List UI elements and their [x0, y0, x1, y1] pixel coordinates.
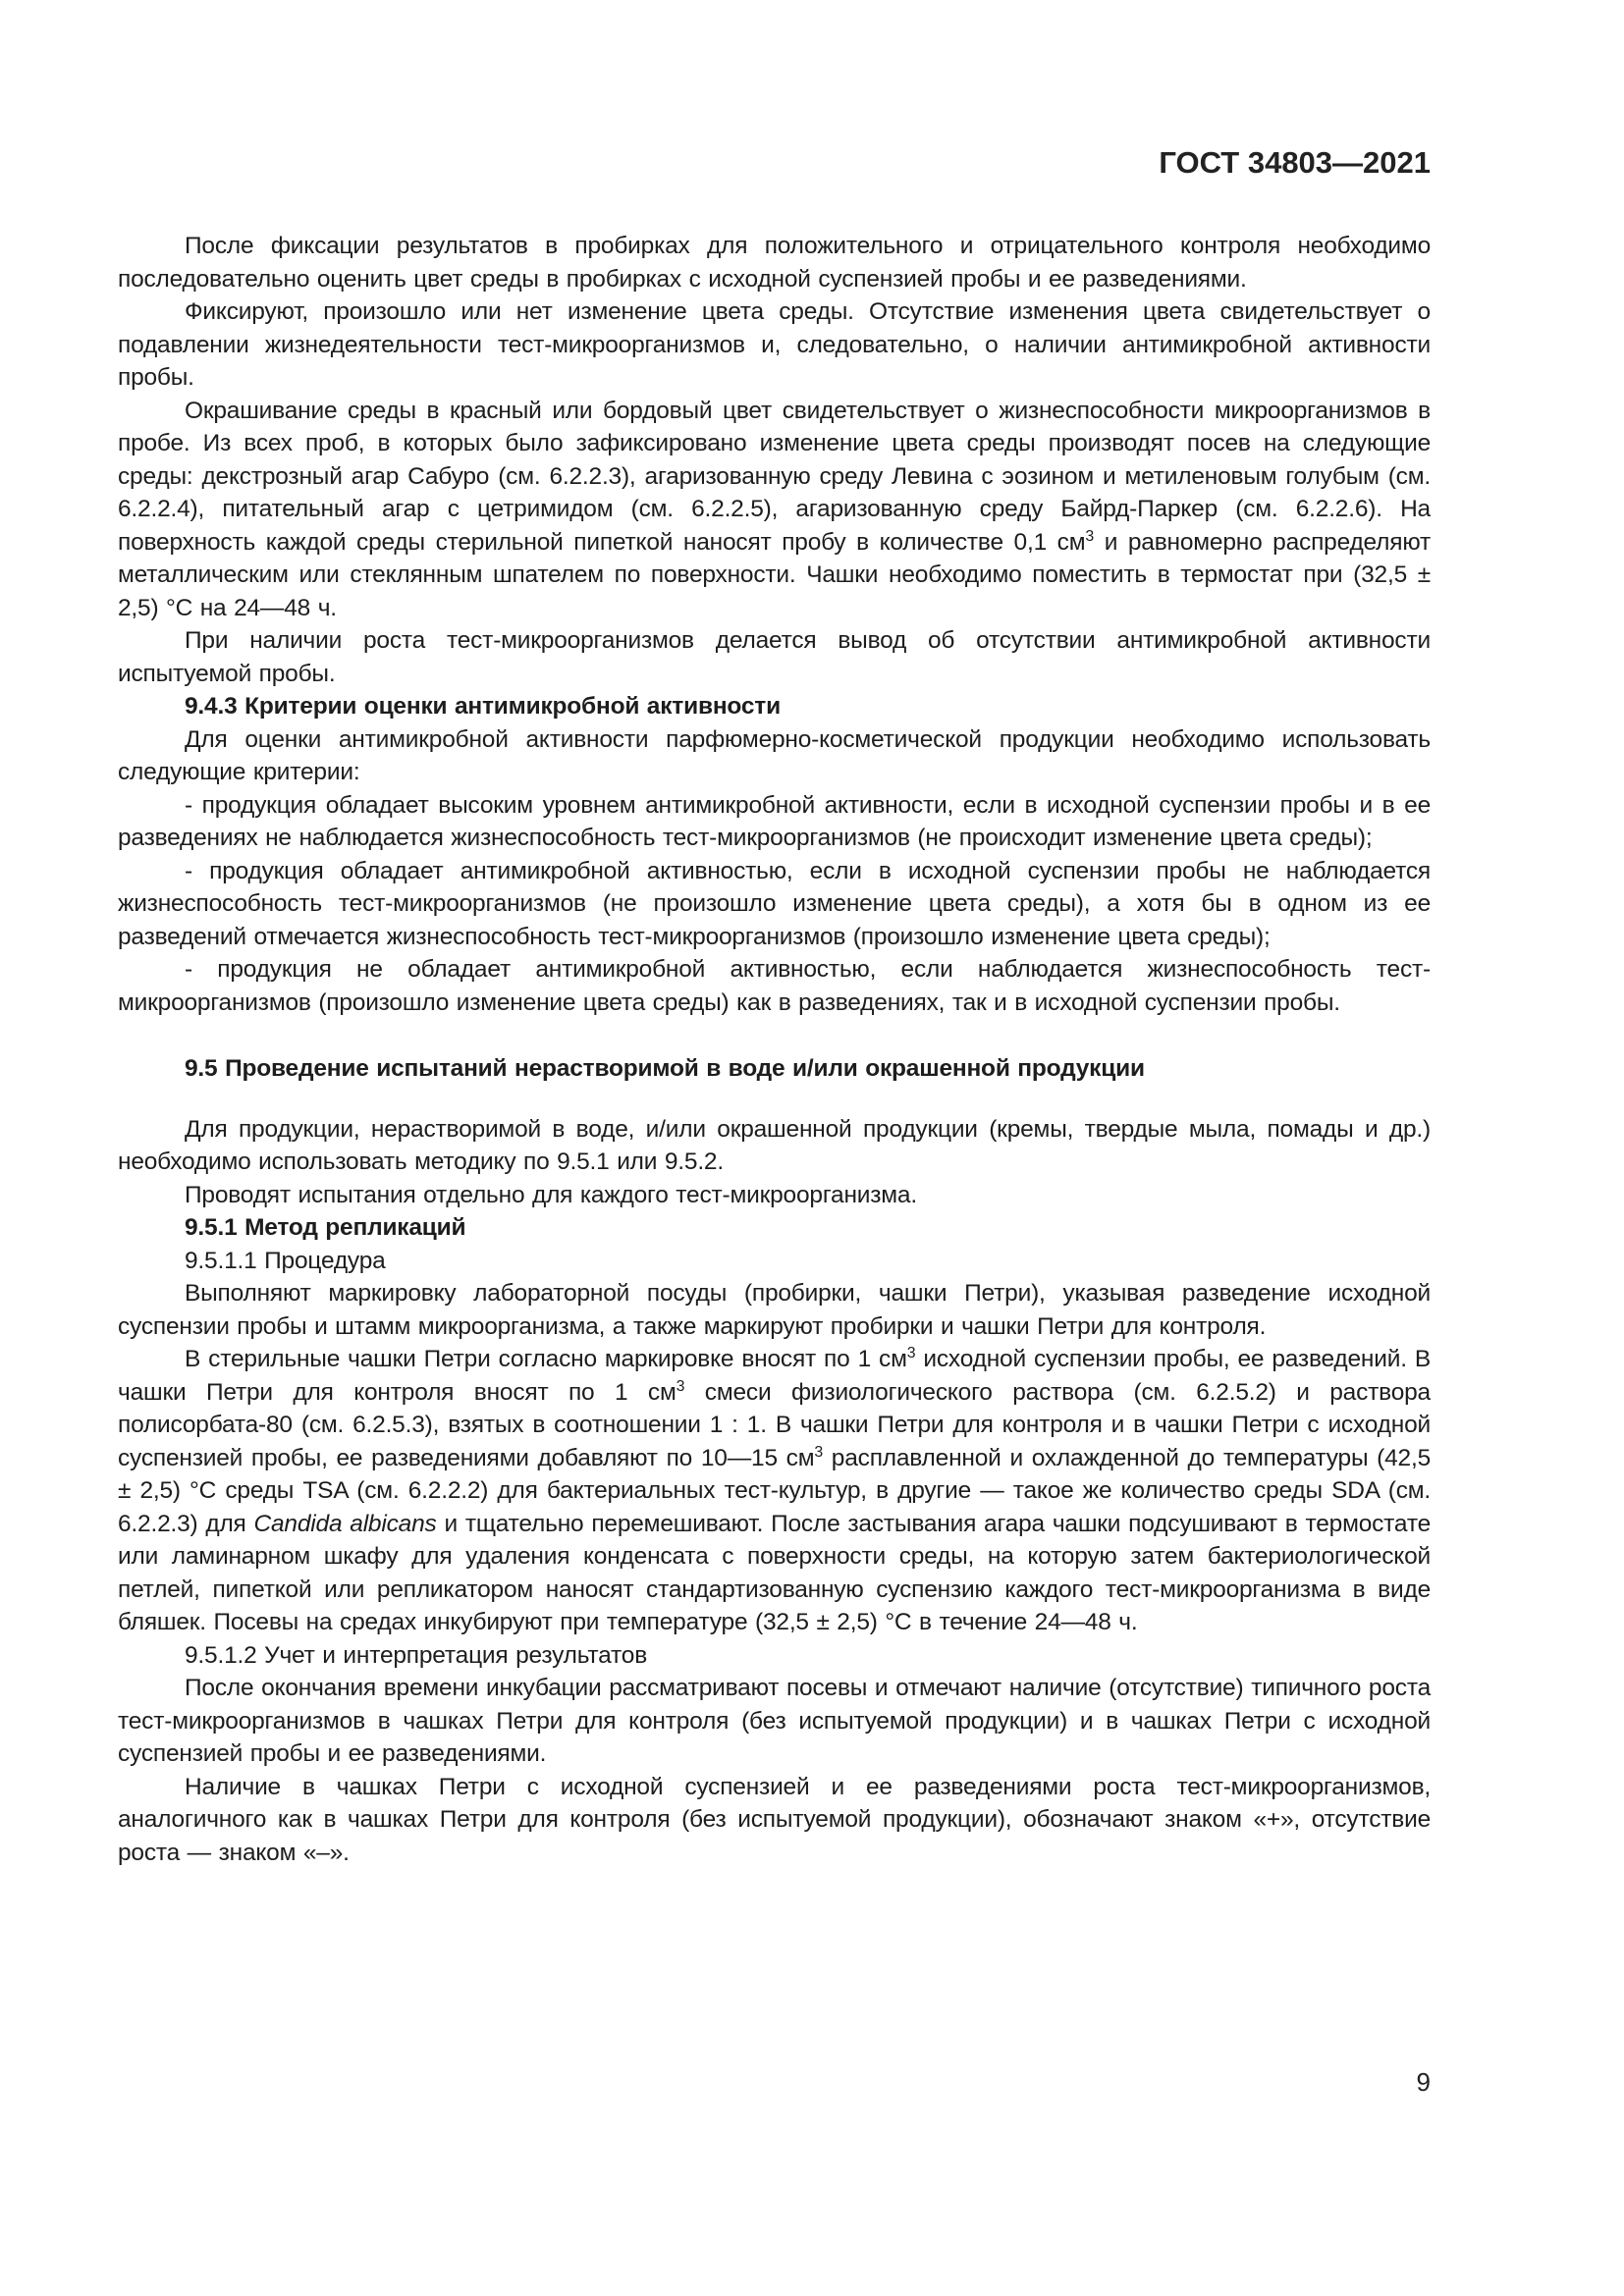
paragraph: - продукция обладает антимикробной активностью, если в исходной суспензии пробы не наблюдается жизнеспособность тест-микроорганизмов (не произошло изменение цвета среды), а хотя бы в одном из ее разведений отмечается жизнеспособность тест-микроорганизмов (произошло изменение цвета среды);: [118, 857, 1431, 950]
document-body: [118, 230, 1431, 1869]
paragraph: После окончания времени инкубации рассматривают посевы и отмечают наличие (отсутствие) типичного роста тест-микроорганизмов в чашках Петри для контроля (без испытуемой продукции) и в чашках Петри с исходной суспензией пробы и ее разведениями.: [118, 1675, 1431, 1767]
paragraph: В стерильные чашки Петри согласно маркировке вносят по 1 $см^3$ исходной суспензии пробы, ее разведений. В чашки Петри для контроля вносят по 1 $см^3$ смеси физиологического раствора (см. 6.2.5.2) и раствора полисорбата-80 (см. 6.2.5.3), взятых в соотношении 1 : 1. В чашки Петри для контроля и в чашки Петри с исходной суспензией пробы, ее разведениями добавляют по 10—15 $см^3$ расплавленной и охлажденной до температуры (42,5 ± 2,5) °С среды TSA (см. 6.2.2.2) для бактериальных тест-культур, в другие — такое же количество среды SDA (см. 6.2.2.3) для Candida albicans и тщательно перемешивают. После застывания агара чашки подсушивают в термостате или ламинарном шкафу для удаления конденсата с поверхности среды, на которую затем бактериологической петлей, пипеткой или репликатором наносят стандартизованную суспензию каждого тест-микроорганизма в виде бляшек. Посевы на средах инкубируют при температуре (32,5 ± 2,5) °С в течение 24—48 ч.: [118, 1344, 1431, 1635]
paragraph: Проводят испытания отдельно для каждого тест-микроорганизма.: [185, 1181, 917, 1208]
section-heading: 9.5 Проведение испытаний нерастворимой в воде и/или окрашенной продукции: [185, 1055, 1145, 1082]
paragraph: 9.5.1.1 Процедура: [185, 1247, 386, 1274]
paragraph: - продукция обладает высоким уровнем антимикробной активности, если в исходной суспензии пробы и в ее разведениях не наблюдается жизнеспособность тест-микроорганизмов (не происходит изменение цвета среды);: [118, 791, 1431, 851]
paragraph: 9.5.1.2 Учет и интерпретация результатов: [185, 1641, 648, 1669]
paragraph: Для оценки антимикробной активности парфюмерно-косметической продукции необходимо использовать следующие критерии:: [118, 725, 1431, 785]
paragraph: При наличии роста тест-микроорганизмов делается вывод об отсутствии антимикробной активности испытуемой пробы.: [118, 627, 1431, 687]
page-number: 9: [1416, 2067, 1431, 2097]
paragraph: Фиксируют, произошло или нет изменение цвета среды. Отсутствие изменения цвета свидетельствует о подавлении жизнедеятельности тест-микроорганизмов и, следовательно, о наличии антимикробной активности пробы.: [118, 298, 1431, 391]
paragraph: Окрашивание среды в красный или бордовый цвет свидетельствует о жизнеспособности микроорганизмов в пробе. Из всех проб, в которых было зафиксировано изменение цвета среды производят посев на следующие среды: декстрозный агар Сабуро (см. 6.2.2.3), агаризованную среду Левина с эозином и метиленовым голубым (см. 6.2.2.4), питательный агар с цетримидом (см. 6.2.2.5), агаризованную среду Байрд-Паркер (см. 6.2.2.6). На поверхность каждой среды стерильной пипеткой наносят пробу в количестве 0,1 $см^3$ и равномерно распределяют металлическим или стеклянным шпателем по поверхности. Чашки необходимо поместить в термостат при (32,5 ± 2,5) °С на 24—48 ч.: [118, 397, 1431, 621]
paragraph: Наличие в чашках Петри с исходной суспензией и ее разведениями роста тест-микроорганизмов, аналогичного как в чашках Петри для контроля (без испытуемой продукции), обозначают знаком «+», отсутствие роста — знаком «–».: [118, 1773, 1431, 1866]
section-heading: 9.5.1 Метод репликаций: [185, 1214, 466, 1241]
paragraph: После фиксации результатов в пробирках для положительного и отрицательного контроля необходимо последовательно оценить цвет среды в пробирках с исходной суспензией пробы и ее разведениями.: [118, 233, 1431, 293]
section-heading: 9.4.3 Критерии оценки антимикробной активности: [185, 693, 781, 720]
document-code-header: ГОСТ 34803—2021: [1159, 145, 1431, 180]
paragraph: Для продукции, нерастворимой в воде, и/или окрашенной продукции (кремы, твердые мыла, помады и др.) необходимо использовать методику по 9.5.1 или 9.5.2.: [118, 1115, 1431, 1175]
paragraph: Выполняют маркировку лабораторной посуды (пробирки, чашки Петри), указывая разведение исходной суспензии пробы и штамм микроорганизма, а также маркируют пробирки и чашки Петри для контроля.: [118, 1280, 1431, 1340]
paragraph: - продукция не обладает антимикробной активностью, если наблюдается жизнеспособность тест-микроорганизмов (произошло изменение цвета среды) как в разведениях, так и в исходной суспензии пробы.: [118, 956, 1431, 1016]
